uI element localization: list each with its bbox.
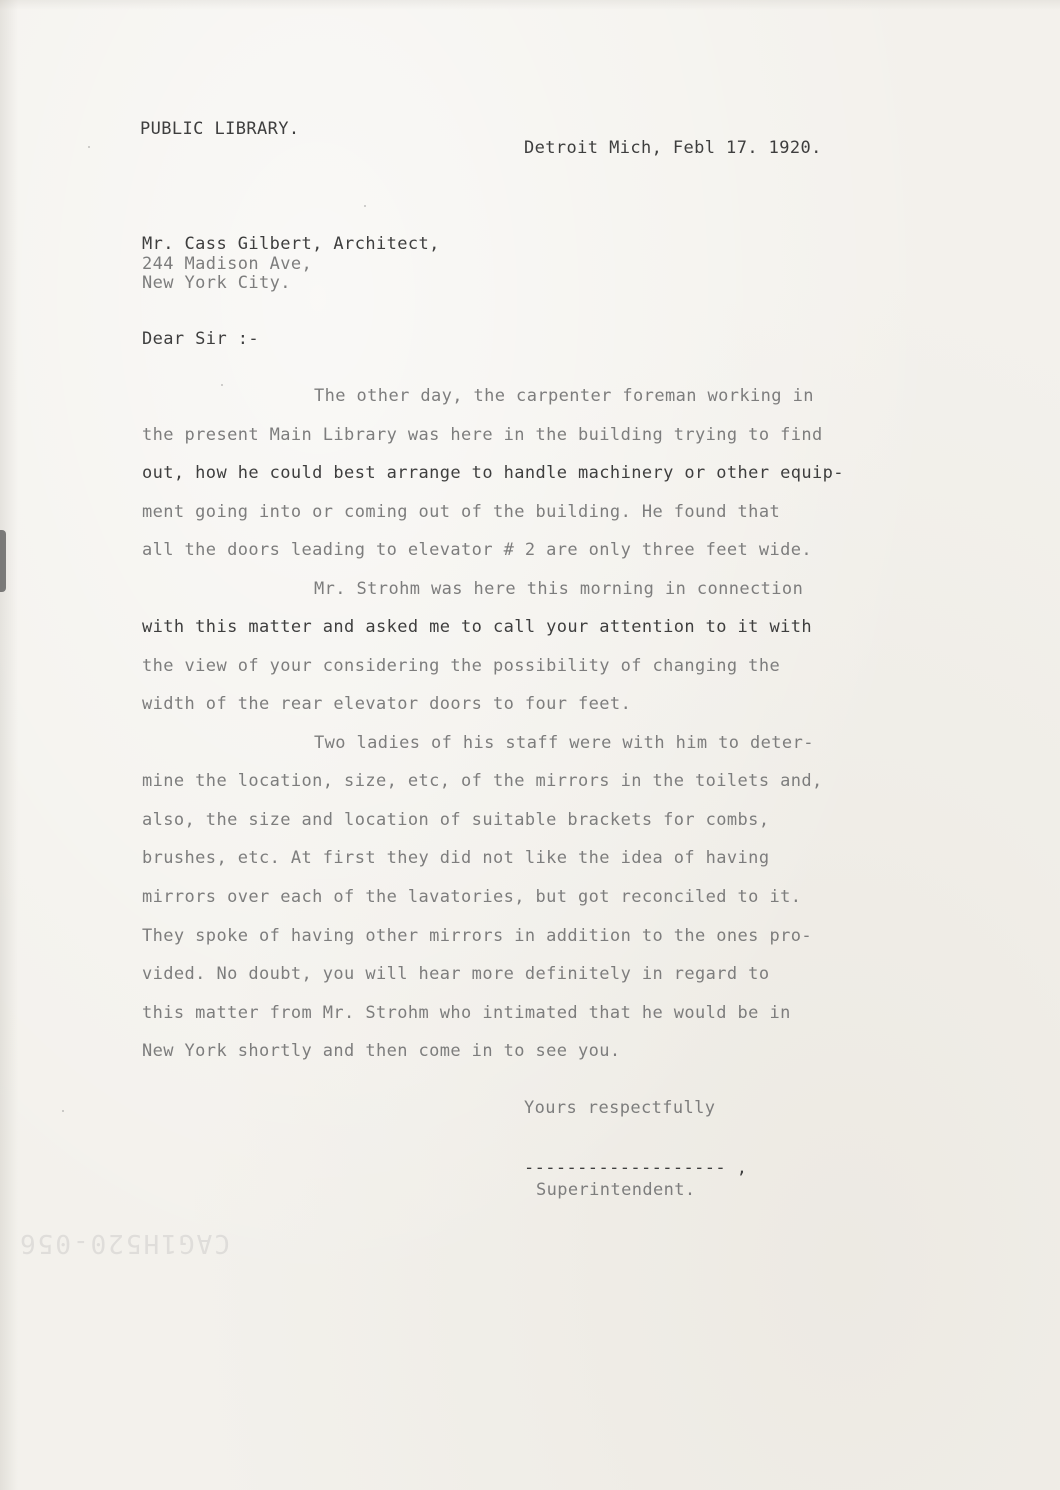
body-line: They spoke of having other mirrors in addition to the ones pro- <box>142 926 812 946</box>
date-line: Detroit Mich, Febl 17. 1920. <box>524 138 822 158</box>
body-line: mine the location, size, etc, of the mirrors in the toilets and, <box>142 771 823 791</box>
paper-speck <box>221 384 223 386</box>
body-line: Two ladies of his staff were with him to deter- <box>314 733 814 753</box>
salutation: Dear Sir :- <box>142 329 259 349</box>
body-line: New York shortly and then come in to see you. <box>142 1041 621 1061</box>
body-line: ment going into or coming out of the building. He found that <box>142 502 781 522</box>
body-line: the present Main Library was here in the building trying to find <box>142 425 823 445</box>
body-line: all the doors leading to elevator # 2 are only three feet wide. <box>142 540 812 560</box>
closing: Yours respectfully <box>524 1098 716 1118</box>
body-line: vided. No doubt, you will hear more definitely in regard to <box>142 964 770 984</box>
page-left-shadow <box>0 0 18 1490</box>
recipient-line-3: New York City. <box>142 273 291 293</box>
body-line: Mr. Strohm was here this morning in connection <box>314 579 804 599</box>
recipient-line-1: Mr. Cass Gilbert, Architect, <box>142 234 440 254</box>
signature-line: ------------------- , <box>524 1158 748 1178</box>
body-line: mirrors over each of the lavatories, but got reconciled to it. <box>142 887 802 907</box>
paper-speck <box>364 205 366 207</box>
body-line: this matter from Mr. Strohm who intimated that he would be in <box>142 1003 791 1023</box>
binding-mark <box>0 530 6 592</box>
page-top-shadow <box>0 0 1060 10</box>
body-line: width of the rear elevator doors to four feet. <box>142 694 632 714</box>
paper-speck <box>62 1110 64 1112</box>
body-line: The other day, the carpenter foreman working in <box>314 386 814 406</box>
recipient-line-2: 244 Madison Ave, <box>142 254 313 274</box>
archival-stamp: CAG1H520-056 <box>18 1228 230 1258</box>
body-line: brushes, etc. At first they did not like the idea of having <box>142 848 770 868</box>
letterhead-organization: PUBLIC LIBRARY. <box>140 119 300 139</box>
body-line: out, how he could best arrange to handle machinery or other equip- <box>142 463 844 483</box>
paper-speck <box>88 146 90 148</box>
body-line: with this matter and asked me to call your attention to it with <box>142 617 812 637</box>
signature-title: Superintendent. <box>536 1180 696 1200</box>
body-line: the view of your considering the possibility of changing the <box>142 656 781 676</box>
body-line: also, the size and location of suitable brackets for combs, <box>142 810 770 830</box>
